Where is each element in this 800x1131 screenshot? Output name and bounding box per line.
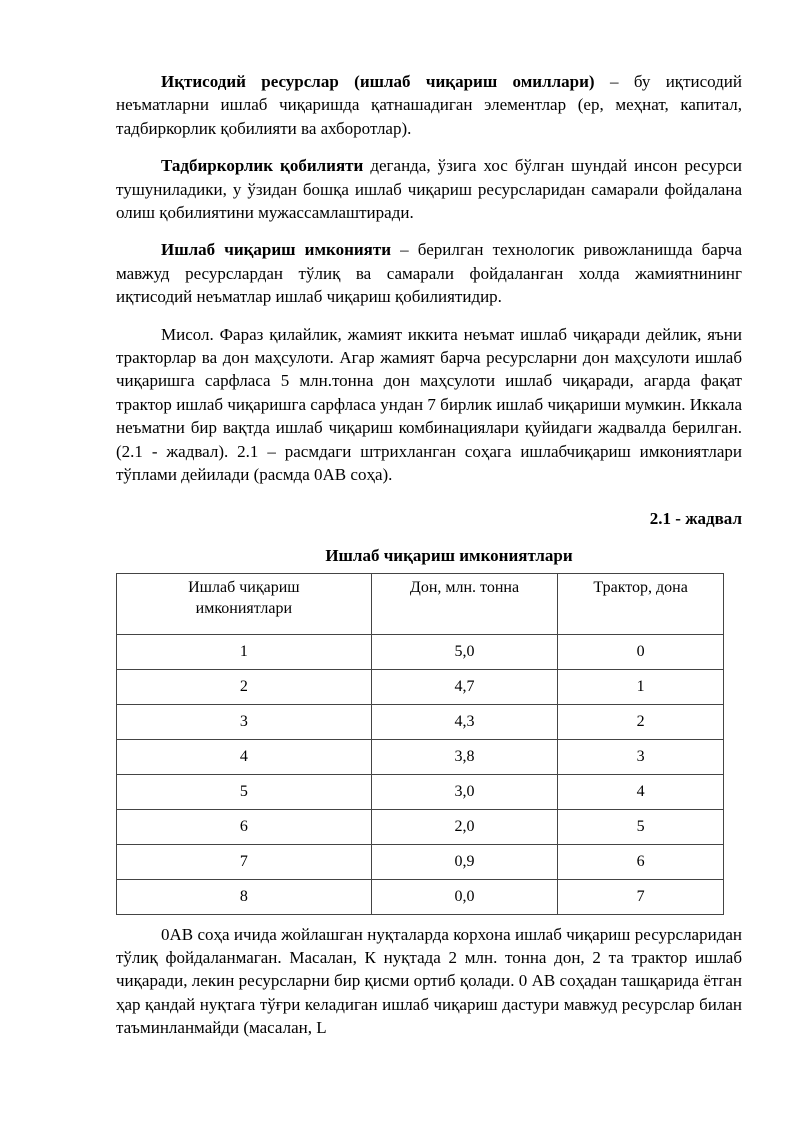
table-cell: 2: [117, 669, 372, 704]
table-header-cell: Трактор, дона: [558, 573, 724, 634]
paragraph-production-possibility: [116, 238, 742, 308]
table-title: Ишлаб чиқариш имкониятлари: [325, 545, 573, 565]
table-row: [117, 844, 724, 879]
table-cell: 0,9: [371, 844, 558, 879]
table-number: 2.1 - жадвал: [649, 508, 742, 528]
term-entrepreneurship: Тадбиркорлик қобилияти: [161, 156, 364, 176]
paragraph-after-table: 0АВ соҳа ичида жойлашган нуқталарда корхона ишлаб чиқариш ресурсларидан тўлиқ фойдаланмаган. Масалан, К нуқтада 2 млн. тонна дон, 2 та трактор ишлаб чиқаради, лекин ресурсларни бир қисми ортиб қолади. 0 АВ соҳадан ташқарида ётган ҳар қандай нуқтага тўғри келадиган ишлаб чиқариш дастури мавжуд ресурслар билан таъминланмайди (масалан, L: [116, 924, 742, 1038]
table-cell: 7: [558, 879, 724, 914]
table-cell: 2: [558, 704, 724, 739]
table-cell: 5: [117, 774, 372, 809]
definition-entrepreneurship: деганда, ўзига хос бўлган шундай инсон ресурси тушуниладики, у ўзидан бошқа ишлаб чиқариш ресурсларидан самарали фойдалана олиш қобилиятини мужассамлаштиради.: [116, 156, 742, 223]
table-header-row: [117, 573, 724, 634]
table-cell: 2,0: [371, 809, 558, 844]
table-row: [117, 669, 724, 704]
table-cell: 3: [558, 739, 724, 774]
table-cell: 4,3: [371, 704, 558, 739]
definition-production-possibility: – берилган технологик ривожланишда барча мавжуд ресурслардан тўлиқ ва самарали фойдаланган холда жамиятнининг иқтисодий неъматлар ишлаб чиқариш қобилиятидир.: [116, 240, 742, 307]
table-cell: 8: [117, 879, 372, 914]
paragraph-entrepreneurship: [116, 154, 742, 224]
table-cell: 3: [117, 704, 372, 739]
table-cell: 4,7: [371, 669, 558, 704]
term-economic-resources: Иқтисодий ресурслар (ишлаб чиқариш омиллари): [161, 72, 595, 91]
table-cell: 6: [558, 844, 724, 879]
table-row: [117, 809, 724, 844]
paragraph-economic-resources: [116, 70, 742, 140]
example-text: Мисол. Фараз қилайлик, жамият иккита неъмат ишлаб чиқаради дейлик, яъни тракторлар ва дон маҳсулоти. Агар жамият барча ресурсларни дон маҳсулоти ишлаб чиқаришга сарфласа 5 млн.тонна дон маҳсулоти ишлаб чиқаради, агарда фақат трактор ишлаб чиқаришга сарфласа ундан 7 бирлик ишлаб чиқариши мумкин. Иккала неъматни бир вақтда ишлаб чиқариш комбинациялари қуйидаги жадвалда берилган.(2.1 - жадвал). 2.1 – расмдаги штрихланган соҳага ишлабчиқариш имкониятлари тўплами дейилади (расмда 0АВ соҳа).: [116, 324, 742, 485]
paragraph-example: [116, 323, 742, 487]
table-cell: 4: [117, 739, 372, 774]
table-cell: 3,8: [371, 739, 558, 774]
table-row: [117, 879, 724, 914]
table-header-cell: Ишлаб чиқариш имкониятлари: [117, 573, 372, 634]
table-cell: 7: [117, 844, 372, 879]
table-cell: 5,0: [371, 634, 558, 669]
table-cell: 5: [558, 809, 724, 844]
document-page: [116, 70, 742, 1054]
term-production-possibility: Ишлаб чиқариш имконияти: [161, 240, 392, 260]
production-possibilities-table: [116, 573, 724, 915]
table-row: [117, 739, 724, 774]
table-row: [117, 704, 724, 739]
definition-economic-resources: – бу иқтисодий неъматларни ишлаб чиқаришда қатнашадиган элементлар (ер, меҳнат, капитал, тадбиркорлик қобилияти ва ахборотлар).: [116, 72, 742, 138]
table-cell: 0: [558, 634, 724, 669]
table-cell: 0,0: [371, 879, 558, 914]
table-cell: 1: [117, 634, 372, 669]
table-row: [117, 634, 724, 669]
table-cell: 3,0: [371, 774, 558, 809]
table-header-cell: Дон, млн. тонна: [371, 573, 558, 634]
table-cell: 6: [117, 809, 372, 844]
table-cell: 4: [558, 774, 724, 809]
table-row: [117, 774, 724, 809]
table-cell: 1: [558, 669, 724, 704]
